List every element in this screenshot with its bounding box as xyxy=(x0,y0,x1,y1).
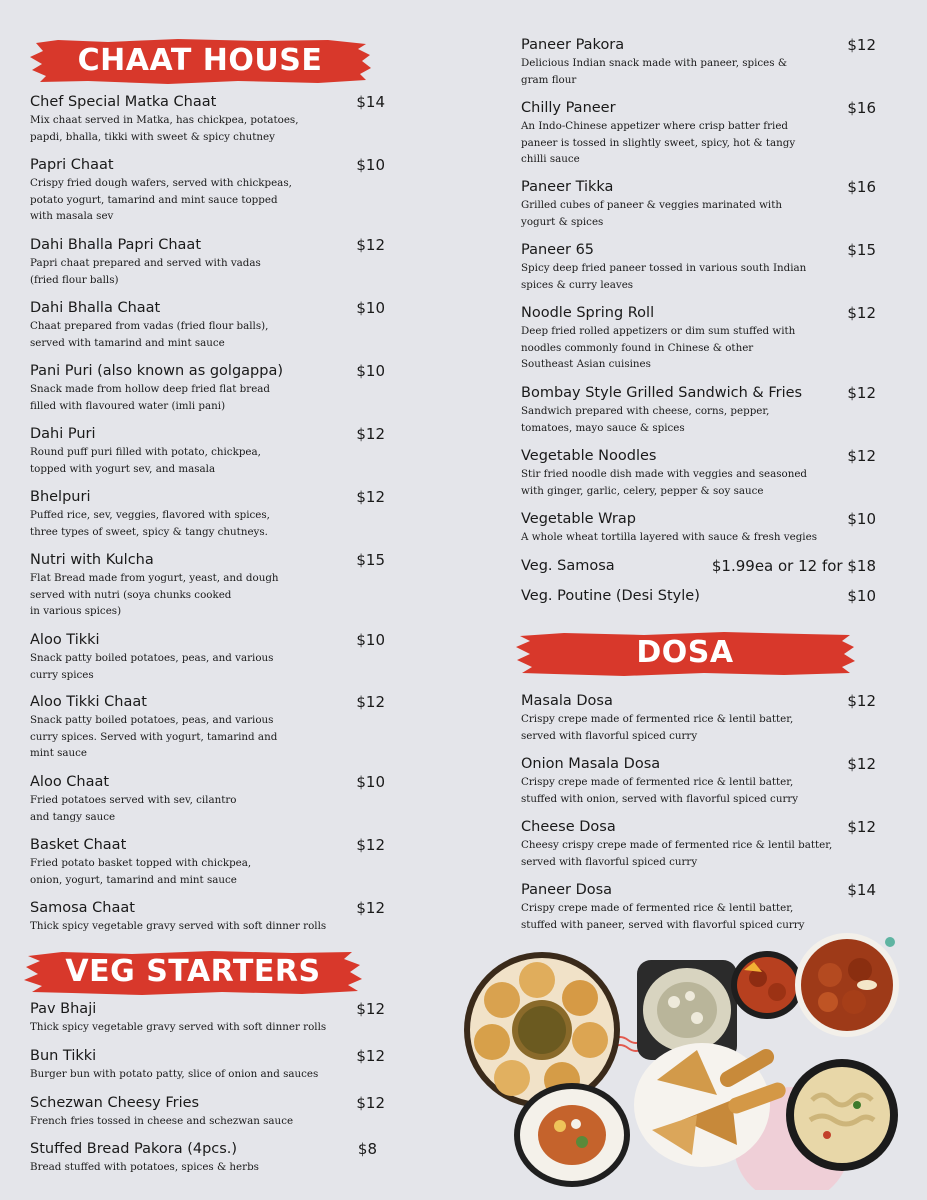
item-name: Samosa Chaat xyxy=(30,900,135,916)
item-name: Bun Tikki xyxy=(30,1048,97,1064)
item-name: Veg. Poutine (Desi Style) xyxy=(521,588,700,604)
item-name: Dahi Bhalla Chaat xyxy=(30,300,161,316)
veg-starters-title: VEG STARTERS xyxy=(65,954,321,989)
item-price: $12 xyxy=(356,236,385,254)
item-name: Aloo Tikki xyxy=(30,632,100,648)
menu-item xyxy=(521,557,876,575)
item-description: A whole wheat tortilla layered with sauce & fresh vegies xyxy=(521,531,817,543)
menu-item xyxy=(521,384,876,436)
menu-item xyxy=(521,447,876,499)
item-name: Pani Puri (also known as golgappa) xyxy=(30,363,283,379)
item-price: $12 xyxy=(847,36,876,54)
item-description: Crispy crepe made of fermented rice & lentil batter, stuffed with onion, served with flavorful spiced curry xyxy=(521,776,799,805)
item-description: Mix chaat served in Matka, has chickpea, potatoes, papdi, bhalla, tikki with sweet & spicy chutney xyxy=(30,114,299,143)
item-description: Snack patty boiled potatoes, peas, and various curry spices xyxy=(30,652,274,681)
item-description: Crispy crepe made of fermented rice & lentil batter, stuffed with paneer, served with flavorful spiced curry xyxy=(521,902,805,931)
menu-item xyxy=(521,881,876,933)
menu-item xyxy=(521,99,876,168)
menu-item xyxy=(30,362,385,414)
menu-item xyxy=(30,488,385,540)
item-description: Sandwich prepared with cheese, corns, pepper, tomatoes, mayo sauce & spices xyxy=(521,405,770,434)
veg-starters-banner xyxy=(22,948,364,996)
item-name: Cheese Dosa xyxy=(521,819,616,835)
menu-item xyxy=(521,36,876,88)
menu-item xyxy=(30,156,385,225)
item-description: Flat Bread made from yogurt, yeast, and dough served with nutri (soya chunks cooked in various spices) xyxy=(30,572,279,617)
item-description: Grilled cubes of paneer & veggies marinated with yogurt & spices xyxy=(521,199,782,228)
item-name: Aloo Chaat xyxy=(30,774,110,790)
item-price: $12 xyxy=(847,818,876,836)
menu-item xyxy=(30,1047,385,1083)
item-description: Delicious Indian snack made with paneer, spices & gram flour xyxy=(521,57,787,86)
item-price: $12 xyxy=(356,899,385,917)
item-name: Papri Chaat xyxy=(30,157,114,173)
item-description: An Indo-Chinese appetizer where crisp batter fried paneer is tossed in slightly sweet, spicy, hot & tangy chilli sauce xyxy=(521,120,796,165)
item-description: Burger bun with potato patty, slice of onion and sauces xyxy=(30,1068,319,1080)
item-description: Chaat prepared from vadas (fried flour balls), served with tamarind and mint sauce xyxy=(30,320,269,349)
item-name: Stuffed Bread Pakora (4pcs.) xyxy=(30,1141,238,1157)
item-name: Paneer Pakora xyxy=(521,37,625,53)
food-photo-collage xyxy=(462,930,902,1190)
menu-item xyxy=(521,587,876,605)
item-description: Puffed rice, sev, veggies, flavored with spices, three types of sweet, spicy & tangy chutneys. xyxy=(30,509,270,538)
item-name: Paneer 65 xyxy=(521,242,595,258)
item-description: Deep fried rolled appetizers or dim sum stuffed with noodles commonly found in Chinese & other Southeast Asian cuisines xyxy=(521,325,796,370)
menu-item xyxy=(30,551,385,620)
item-price: $10 xyxy=(847,587,876,605)
menu-item xyxy=(30,1094,385,1130)
pani-puri-icon xyxy=(464,952,620,1108)
menu-item xyxy=(521,818,876,870)
menu-item xyxy=(30,836,385,888)
item-description: Crispy crepe made of fermented rice & lentil batter, served with flavorful spiced curry xyxy=(521,713,794,742)
menu-item xyxy=(30,425,385,477)
item-name: Chef Special Matka Chaat xyxy=(30,94,217,110)
item-name: Aloo Tikki Chaat xyxy=(30,694,147,710)
item-price: $12 xyxy=(356,693,385,711)
item-price: $10 xyxy=(356,773,385,791)
item-name: Bhelpuri xyxy=(30,489,91,505)
item-name: Veg. Samosa xyxy=(521,558,615,574)
item-price: $15 xyxy=(356,551,385,569)
item-description: Bread stuffed with potatoes, spices & herbs xyxy=(30,1161,259,1173)
item-description: Stir fried noodle dish made with veggies and seasoned with ginger, garlic, celery, pepper & soy sauce xyxy=(521,468,808,497)
item-price: $12 xyxy=(847,755,876,773)
tikki-chaat-icon xyxy=(514,1083,630,1187)
item-name: Vegetable Noodles xyxy=(521,448,657,464)
item-price: $8 xyxy=(357,1140,377,1158)
item-description: Snack patty boiled potatoes, peas, and various curry spices. Served with yogurt, tamarind and mint sauce xyxy=(30,714,278,759)
item-name: Nutri with Kulcha xyxy=(30,552,154,568)
item-price: $12 xyxy=(356,836,385,854)
item-price: $12 xyxy=(356,1000,385,1018)
item-price: $14 xyxy=(356,93,385,111)
item-description: Papri chaat prepared and served with vadas (fried flour balls) xyxy=(30,257,261,286)
item-description: Snack made from hollow deep fried flat bread filled with flavoured water (imli pani) xyxy=(30,383,271,412)
item-name: Pav Bhaji xyxy=(30,1001,97,1017)
item-price: $12 xyxy=(847,304,876,322)
item-price: $10 xyxy=(356,299,385,317)
item-price: $1.99ea or 12 for $18 xyxy=(711,557,876,575)
menu-item xyxy=(521,241,876,293)
item-price: $10 xyxy=(847,510,876,528)
item-price: $16 xyxy=(847,178,876,196)
item-description: French fries tossed in cheese and schezwan sauce xyxy=(30,1115,294,1127)
menu-item xyxy=(521,692,876,744)
item-name: Masala Dosa xyxy=(521,693,613,709)
menu-item xyxy=(521,510,876,546)
item-name: Basket Chaat xyxy=(30,837,127,853)
menu-item xyxy=(521,755,876,807)
item-description: Thick spicy vegetable gravy served with soft dinner rolls xyxy=(30,1021,327,1033)
item-description: Cheesy crispy crepe made of fermented rice & lentil batter, served with flavorful spiced curry xyxy=(521,839,833,868)
item-description: Fried potatoes served with sev, cilantro and tangy sauce xyxy=(30,794,237,823)
item-price: $16 xyxy=(847,99,876,117)
chaat-house-banner xyxy=(28,37,372,85)
item-price: $12 xyxy=(847,447,876,465)
item-name: Paneer Tikka xyxy=(521,179,614,195)
item-name: Onion Masala Dosa xyxy=(521,756,661,772)
item-name: Schezwan Cheesy Fries xyxy=(30,1095,200,1111)
item-price: $12 xyxy=(356,425,385,443)
menu-item xyxy=(30,899,385,935)
menu-item xyxy=(30,631,385,683)
item-price: $12 xyxy=(356,1047,385,1065)
item-name: Noodle Spring Roll xyxy=(521,305,655,321)
tandoori-icon xyxy=(731,951,803,1019)
item-price: $12 xyxy=(847,384,876,402)
dosa-title: DOSA xyxy=(636,635,734,670)
item-description: Fried potato basket topped with chickpea, onion, yogurt, tamarind and mint sauce xyxy=(30,857,252,886)
menu-item xyxy=(521,178,876,230)
item-name: Dahi Puri xyxy=(30,426,96,442)
menu-item xyxy=(30,1000,385,1036)
chaat-house-title: CHAAT HOUSE xyxy=(77,43,323,78)
dosa-banner xyxy=(514,629,856,677)
menu-item xyxy=(521,304,876,373)
item-description: Crispy fried dough wafers, served with chickpeas, potato yogurt, tamarind and mint sauce topped with masala sev xyxy=(30,177,292,222)
item-price: $12 xyxy=(356,488,385,506)
item-description: Round puff puri filled with potato, chickpea, topped with yogurt sev, and masala xyxy=(30,446,261,475)
item-name: Chilly Paneer xyxy=(521,100,616,116)
item-description: Spicy deep fried paneer tossed in various south Indian spices & curry leaves xyxy=(521,262,807,291)
item-price: $10 xyxy=(356,156,385,174)
item-price: $15 xyxy=(847,241,876,259)
item-price: $10 xyxy=(356,362,385,380)
menu-item xyxy=(30,693,385,762)
menu-item xyxy=(30,236,385,288)
item-price: $12 xyxy=(847,692,876,710)
item-name: Vegetable Wrap xyxy=(521,511,636,527)
item-name: Paneer Dosa xyxy=(521,882,613,898)
pasta-icon xyxy=(786,1059,898,1171)
item-name: Dahi Bhalla Papri Chaat xyxy=(30,237,202,253)
menu-item xyxy=(30,299,385,351)
menu-item xyxy=(30,1140,385,1176)
item-price: $10 xyxy=(356,631,385,649)
menu-item xyxy=(30,773,385,825)
item-price: $14 xyxy=(847,881,876,899)
chicken-tikka-icon xyxy=(795,933,899,1037)
item-description: Thick spicy vegetable gravy served with soft dinner rolls xyxy=(30,920,327,932)
item-price: $12 xyxy=(356,1094,385,1112)
item-name: Bombay Style Grilled Sandwich & Fries xyxy=(521,385,803,401)
menu-item xyxy=(30,93,385,145)
